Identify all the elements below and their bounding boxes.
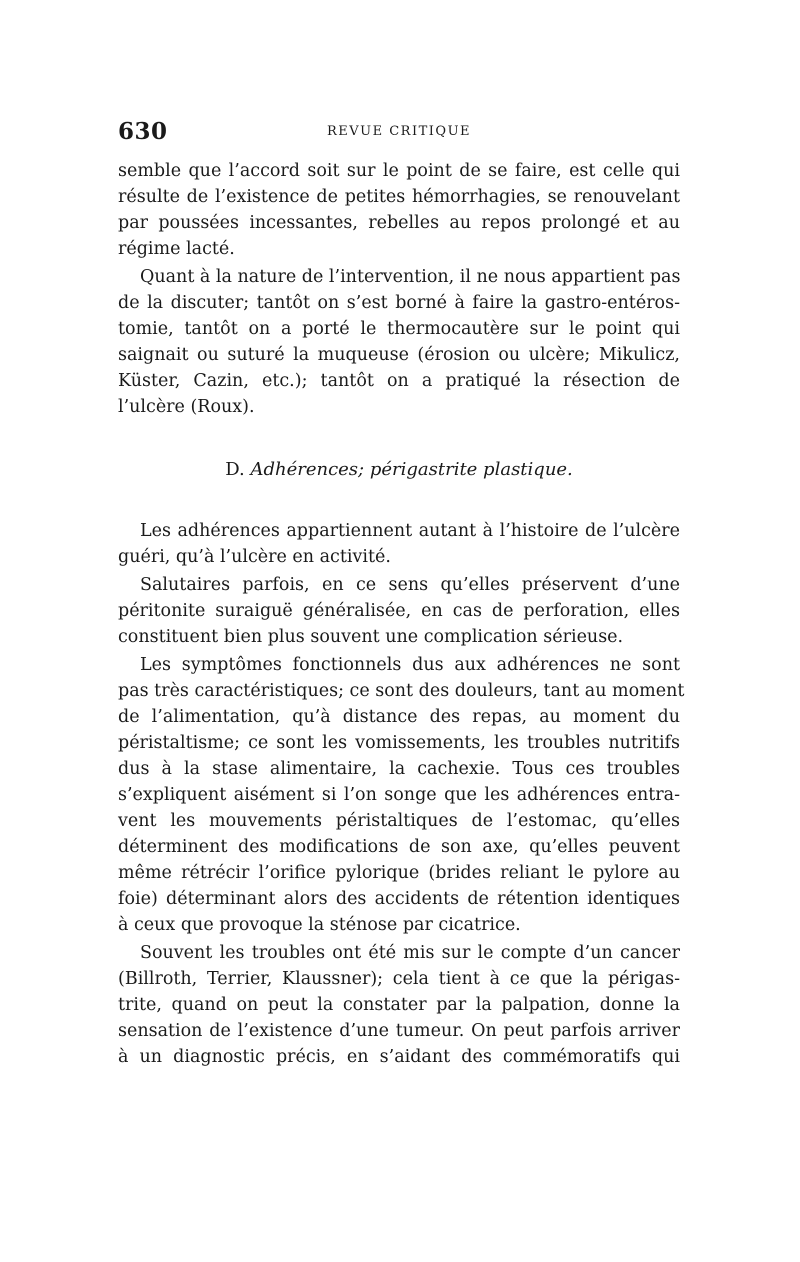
text-line: pas très caractéristiques; ce sont des douleurs, tant au moment [118, 681, 685, 701]
running-title: REVUE CRITIQUE [326, 124, 472, 139]
text-line: même rétrécir l’orifice pylorique (brides reliant le pylore au [118, 863, 680, 883]
text-line: foie) déterminant alors des accidents de rétention identiques [118, 889, 680, 909]
text-line: sensation de l’existence d’une tumeur. On peut parfois arriver [118, 1021, 680, 1041]
text-line: semble que l’accord soit sur le point de se faire, est celle qui [118, 161, 680, 181]
text-line: Quant à la nature de l’intervention, il ne nous appartient pas [140, 267, 681, 287]
text-line: trite, quand on peut la constater par la palpation, donne la [118, 995, 680, 1015]
text-line: péristaltisme; ce sont les vomissements, les troubles nutritifs [118, 733, 680, 753]
text-line: à ceux que provoque la sténose par cicatrice. [118, 915, 521, 935]
page-number: 630 [118, 118, 168, 145]
text-line: déterminent des modifications de son axe, qu’elles peuvent [118, 837, 680, 857]
text-line: par poussées incessantes, rebelles au repos prolongé et au [118, 213, 680, 233]
text-line: s’expliquent aisément si l’on songe que les adhérences entra- [118, 785, 680, 805]
text-line: Les symptômes fonctionnels dus aux adhérences ne sont [140, 655, 680, 675]
text-line: Souvent les troubles ont été mis sur le compte d’un cancer [140, 943, 680, 963]
section-heading [118, 456, 680, 484]
text-line: dus à la stase alimentaire, la cachexie. Tous ces troubles [118, 759, 680, 779]
text-line: péritonite suraiguë généralisée, en cas de perforation, elles [118, 601, 680, 621]
text-line: tomie, tantôt on a porté le thermocautère sur le point qui [118, 319, 680, 339]
text-line: de l’alimentation, qu’à distance des repas, au moment du [118, 707, 680, 727]
text-line: Les adhérences appartiennent autant à l’histoire de l’ulcère [140, 521, 680, 541]
text-line: saignait ou suturé la muqueuse (érosion ou ulcère; Mikulicz, [118, 345, 680, 365]
text-line: l’ulcère (Roux). [118, 397, 255, 417]
text-line: (Billroth, Terrier, Klaussner); cela tient à ce que la périgas- [118, 969, 680, 989]
text-line: à un diagnostic précis, en s’aidant des commémoratifs qui [118, 1047, 680, 1067]
text-line: Salutaires parfois, en ce sens qu’elles préservent d’une [140, 575, 680, 595]
text-line: constituent bien plus souvent une complication sérieuse. [118, 627, 624, 647]
section-title: Adhérences; périgastrite plastique. [250, 459, 573, 480]
section-label: D. [225, 459, 245, 480]
text-line: de la discuter; tantôt on s’est borné à faire la gastro-entéros- [118, 293, 680, 313]
text-line: guéri, qu’à l’ulcère en activité. [118, 547, 391, 567]
text-line: vent les mouvements péristaltiques de l’estomac, qu’elles [118, 811, 680, 831]
page-header [118, 118, 680, 152]
text-line: régime lacté. [118, 239, 235, 259]
text-line: résulte de l’existence de petites hémorrhagies, se renouvelant [118, 187, 680, 207]
text-line: Küster, Cazin, etc.); tantôt on a pratiqué la résection de [118, 371, 680, 391]
